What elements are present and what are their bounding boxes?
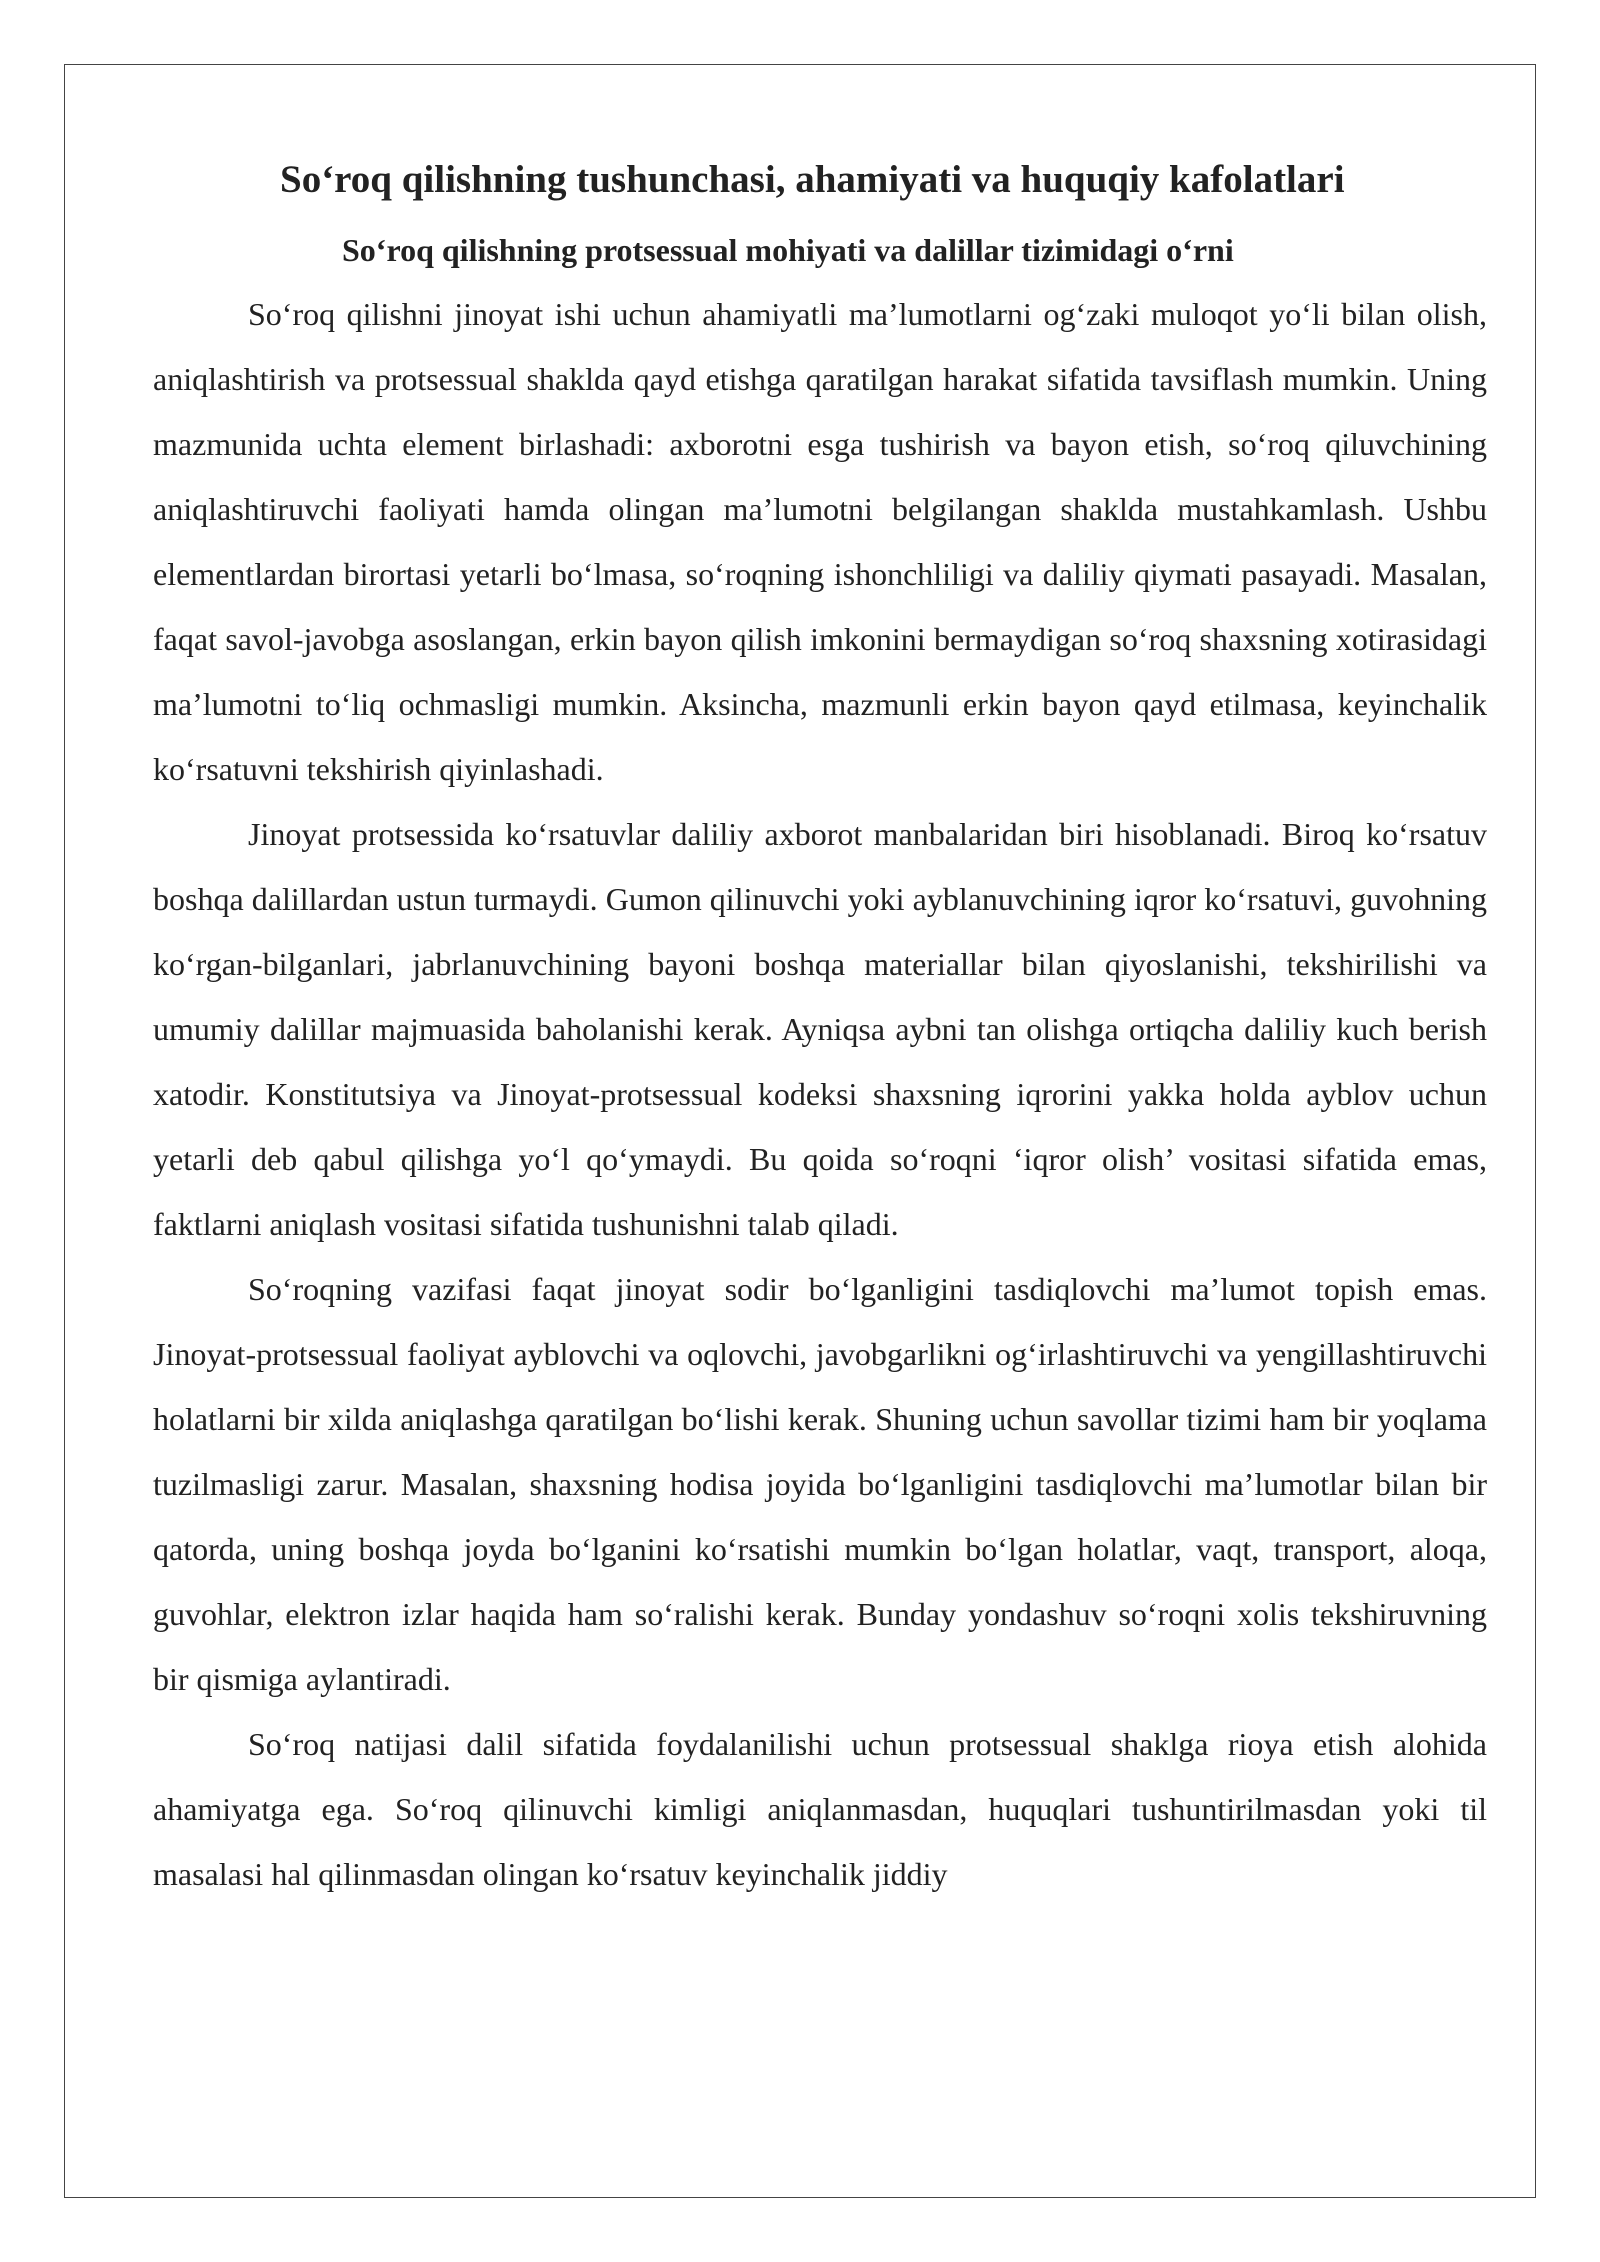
- paragraph-1: So‘roq qilishni jinoyat ishi uchun ahamiyatli ma’lumotlarni og‘zaki muloqot yo‘li bilan olish, aniqlashtirish va protsessual shaklda qayd etishga qaratilgan harakat sifatida tavsiflash mumkin. Uning mazmunida uchta element birlashadi: axborotni esga tushirish va bayon etish, so‘roq qiluvchining aniqlashtiruvchi faoliyati hamda olingan ma’lumotni belgilangan shaklda mustahkamlash. Ushbu elementlardan birortasi yetarli bo‘lmasa, so‘roqning ishonchliligi va daliliy qiymati pasayadi. Masalan, faqat savol-javobga asoslangan, erkin bayon qilish imkonini bermaydigan so‘roq shaxsning xotirasidagi ma’lumotni to‘liq ochmasligi mumkin. Aksincha, mazmunli erkin bayon qayd etilmasa, keyinchalik ko‘rsatuvni tekshirish qiyinlashadi.: [153, 296, 1487, 787]
- paragraph-4: So‘roq natijasi dalil sifatida foydalanilishi uchun protsessual shaklga rioya etish alohida ahamiyatga ega. So‘roq qilinuvchi kimligi aniqlanmasdan, huquqlari tushuntirilmasdan yoki til masalasi hal qilinmasdan olingan ko‘rsatuv keyinchalik jiddiy: [153, 1726, 1487, 1892]
- document-title: So‘roq qilishning tushunchasi, ahamiyati va huquqiy kafolatlari: [280, 158, 1345, 201]
- paragraph-3: So‘roqning vazifasi faqat jinoyat sodir bo‘lganligini tasdiqlovchi ma’lumot topish emas. Jinoyat-protsessual faoliyat ayblovchi va oqlovchi, javobgarlikni og‘irlashtiruvchi va yengillashtiruvchi holatlarni bir xilda aniqlashga qaratilgan bo‘lishi kerak. Shuning uchun savollar tizimi ham bir yoqlama tuzilmasligi zarur. Masalan, shaxsning hodisa joyida bo‘lganligini tasdiqlovchi ma’lumotlar bilan bir qatorda, uning boshqa joyda bo‘lganini ko‘rsatishi mumkin bo‘lgan holatlar, vaqt, transport, aloqa, guvohlar, elektron izlar haqida ham so‘ralishi kerak. Bunday yondashuv so‘roqni xolis tekshiruvning bir qismiga aylantiradi.: [153, 1271, 1487, 1697]
- paragraph-2: Jinoyat protsessida ko‘rsatuvlar daliliy axborot manbalaridan biri hisoblanadi. Biroq ko‘rsatuv boshqa dalillardan ustun turmaydi. Gumon qilinuvchi yoki ayblanuvchining iqror ko‘rsatuvi, guvohning ko‘rgan-bilganlari, jabrlanuvchining bayoni boshqa materiallar bilan qiyoslanishi, tekshirilishi va umumiy dalillar majmuasida baholanishi kerak. Ayniqsa aybni tan olishga ortiqcha daliliy kuch berish xatodir. Konstitutsiya va Jinoyat-protsessual kodeksi shaxsning iqrorini yakka holda ayblov uchun yetarli deb qabul qilishga yo‘l qo‘ymaydi. Bu qoida so‘roqni ‘iqror olish’ vositasi sifatida emas, faktlarni aniqlash vositasi sifatida tushunishni talab qiladi.: [153, 816, 1487, 1242]
- document-body: [153, 142, 1487, 1907]
- section-subtitle: So‘roq qilishning protsessual mohiyati va dalillar tizimidagi o‘rni: [342, 232, 1234, 268]
